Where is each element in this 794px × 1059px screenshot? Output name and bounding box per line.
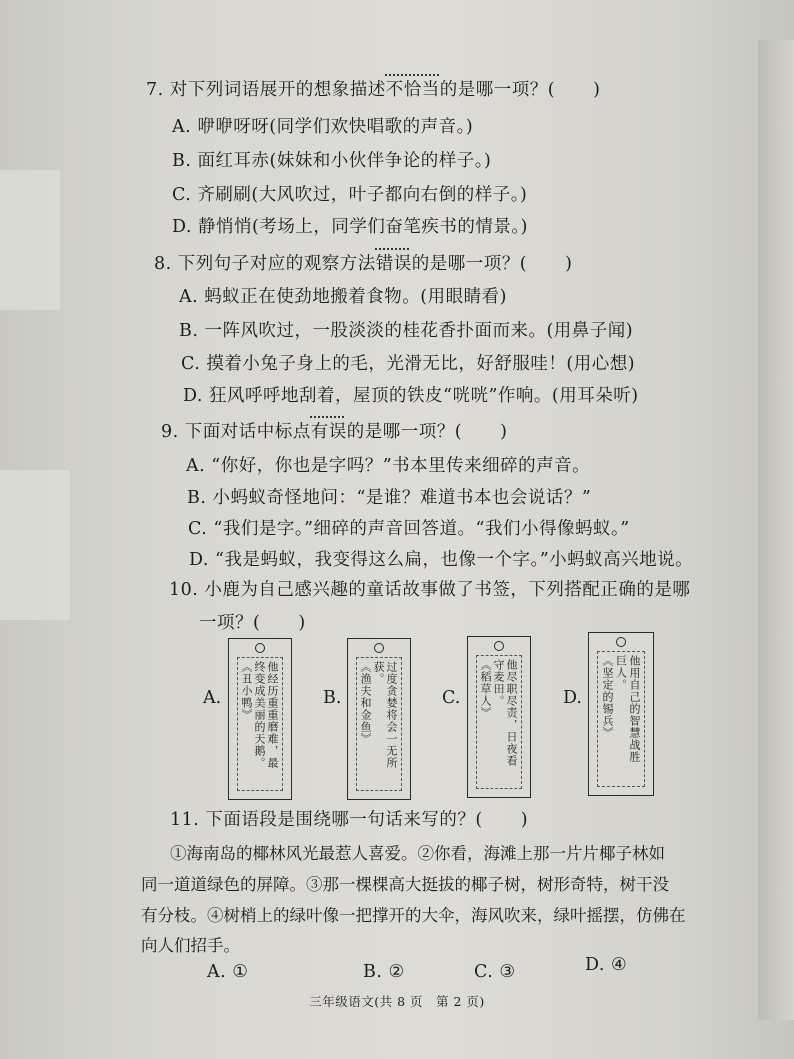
q7-option-a: A. 咿咿呀呀(同学们欢快唱歌的声音。) <box>172 117 474 137</box>
page-edge-shadow <box>758 40 794 1020</box>
q11-para-line-3: 有分枝。④树梢上的绿叶像一把撑开的大伞，海风吹来，绿叶摇摆，仿佛在 <box>141 906 686 925</box>
bookmark-d <box>588 632 654 796</box>
bookmark-d-title: 《坚定的锡兵》 <box>601 655 614 739</box>
q10-letter-a: A. <box>203 688 222 708</box>
q9-option-c: C. “我们是字。”细碎的声音回答道。“我们小得像蚂蚁。” <box>188 519 630 539</box>
bleed-through-mark <box>0 170 60 310</box>
q10-stem-line2: 一项？( ) <box>199 613 306 633</box>
q11-option-c: C. ③ <box>474 962 516 982</box>
bookmark-a-title: 《丑小鸭》 <box>240 661 253 721</box>
bookmark-hole <box>374 643 384 653</box>
q9-option-a: A. “你好，你也是字吗？”书本里传来细碎的声音。 <box>186 456 591 476</box>
q8-stem: 8. 下列句子对应的观察方法错误的是哪一项？( ) <box>154 254 573 274</box>
q10-stem-line1: 10. 小鹿为自己感兴趣的童话故事做了书签，下列搭配正确的是哪 <box>169 580 691 600</box>
q10-letter-c: C. <box>442 688 461 708</box>
q11-para-line-1: ①海南岛的椰林风光最惹人喜爱。②你看，海滩上那一片片椰子林如 <box>170 844 665 863</box>
q7-option-c: C. 齐刷刷(大风吹过，叶子都向右倒的样子。) <box>172 185 528 205</box>
bookmark-c-text-1: 他尽职尽责，日夜看 <box>505 659 518 767</box>
q10-letter-d: D. <box>563 688 582 708</box>
bookmark-d-text-1: 他用自己的智慧战胜 <box>628 655 641 763</box>
bookmark-c-text-2: 守麦田。 <box>492 659 505 707</box>
q11-option-b: B. ② <box>363 962 405 982</box>
q11-para-line-4: 向人们招手。 <box>141 936 240 955</box>
q7-option-b: B. 面红耳赤(妹妹和小伙伴争论的样子。) <box>172 151 492 171</box>
bookmark-b <box>347 638 411 800</box>
q9-option-d: D. “我是蚂蚁，我变得这么扁，也像一个字。”小蚂蚁高兴地说。 <box>189 550 694 570</box>
q11-para-line-2: 同一道道绿色的屏障。③那一棵棵高大挺拔的椰子树，树形奇特，树干没 <box>141 875 669 894</box>
q11-option-d: D. ④ <box>585 955 628 975</box>
bookmark-b-title: 《渔夫和金鱼》 <box>359 661 372 745</box>
bookmark-a-text-2: 终变成美丽的天鹅。 <box>253 661 266 769</box>
page-footer: 三年级语文(共 8 页 第 2 页) <box>309 994 485 1009</box>
bookmark-hole <box>616 637 626 647</box>
bookmark-hole <box>494 641 504 651</box>
bookmark-a-text-1: 他经历重重磨难，最 <box>266 661 279 769</box>
bookmark-c <box>467 636 531 798</box>
q8-option-b: B. 一阵风吹过，一股淡淡的桂花香扑面而来。(用鼻子闻) <box>179 321 634 341</box>
bleed-through-mark <box>0 470 70 620</box>
bookmark-hole <box>255 643 265 653</box>
q8-option-d: D. 狂风呼呼地刮着，屋顶的铁皮“咣咣”作响。(用耳朵听) <box>183 386 639 406</box>
q9-option-b: B. 小蚂蚁奇怪地问：“是谁？难道书本也会说话？” <box>187 488 592 508</box>
q9-stem: 9. 下面对话中标点有误的是哪一项？( ) <box>161 422 508 442</box>
q7-stem-emphasis: 不恰当 <box>385 80 440 100</box>
bookmark-c-title: 《稻草人》 <box>479 659 492 719</box>
q7-option-d: D. 静悄悄(考场上，同学们奋笔疾书的情景。) <box>172 217 528 237</box>
q10-letter-b: B. <box>323 688 342 708</box>
q11-option-a: A. ① <box>207 962 249 982</box>
bookmark-b-text-2: 获。 <box>372 661 385 685</box>
bookmark-d-text-2: 巨人。 <box>614 655 628 691</box>
bookmark-b-text-1: 过度贪婪将会一无所 <box>385 661 398 769</box>
q7-stem: 7. 对下列词语展开的想象描述不恰当的是哪一项？( ) <box>146 80 601 100</box>
bookmark-a <box>228 638 292 800</box>
q8-option-c: C. 摸着小兔子身上的毛，光滑无比，好舒服哇！(用心想) <box>181 354 636 374</box>
q11-stem: 11. 下面语段是围绕哪一句话来写的？( ) <box>170 810 529 830</box>
q8-option-a: A. 蚂蚁正在使劲地搬着食物。(用眼睛看) <box>179 287 507 307</box>
